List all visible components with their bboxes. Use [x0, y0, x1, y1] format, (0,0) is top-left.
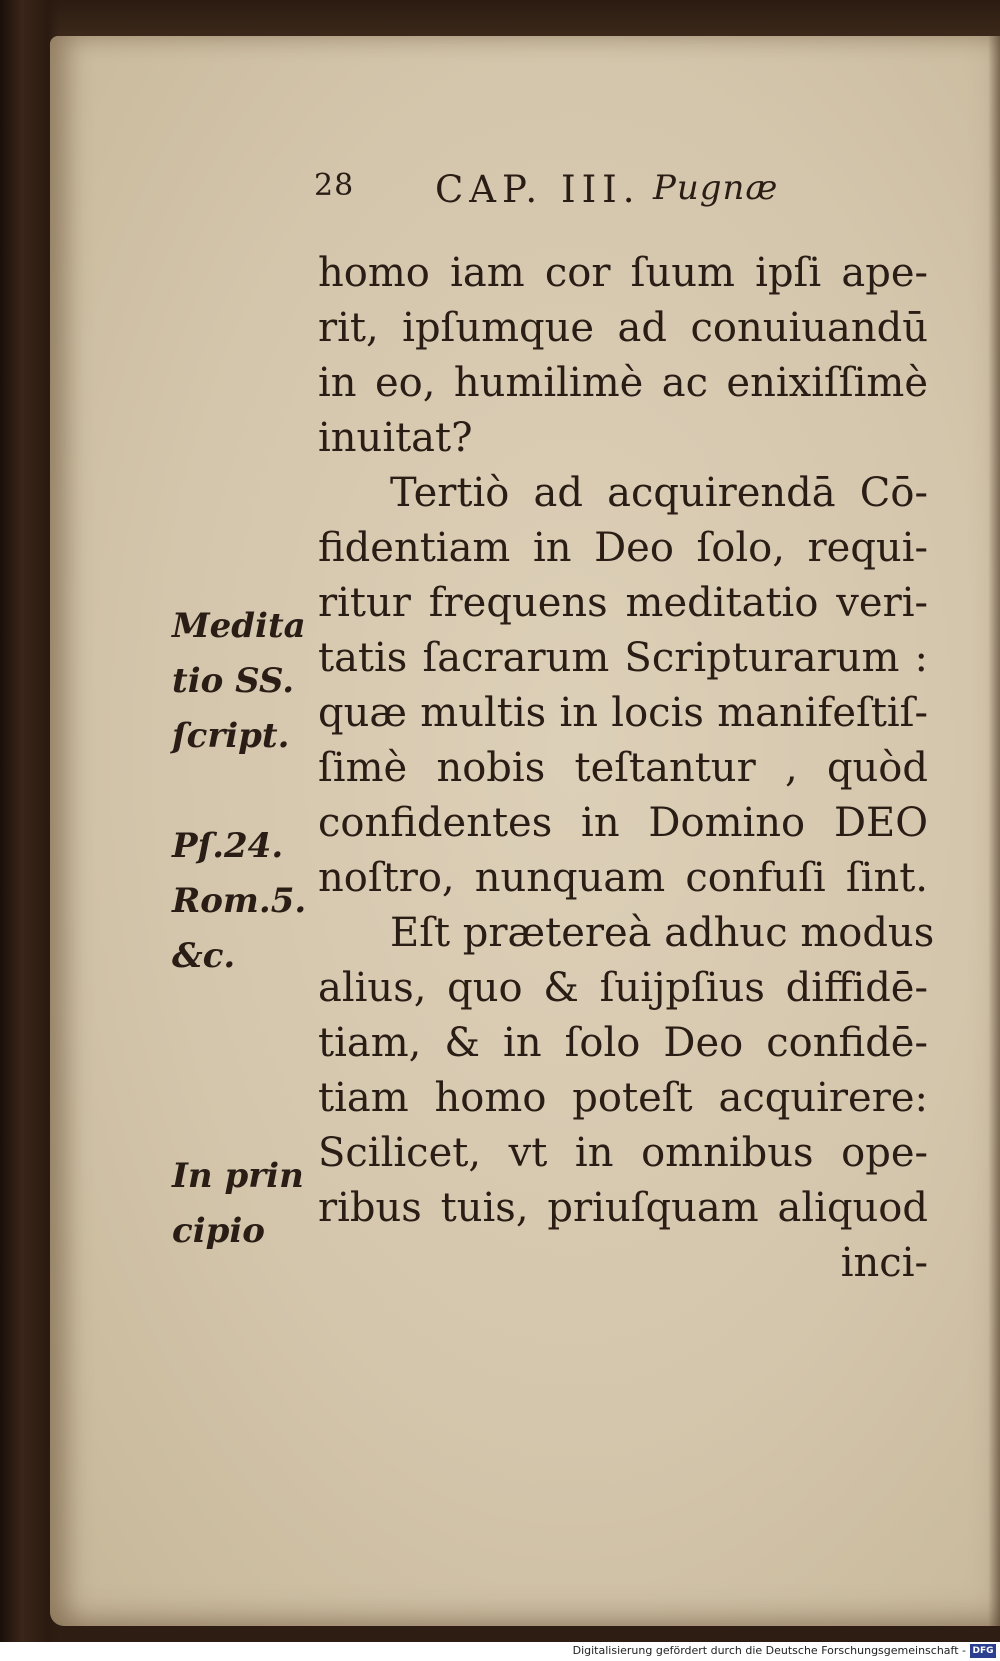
- text-line: noſtro, nunquam confuſi ſint.: [318, 855, 928, 901]
- header-catchword: Pugnæ: [653, 168, 779, 208]
- text-line: fidentiam in Deo ſolo, requi-: [318, 525, 928, 571]
- page-edge-shadow: [988, 36, 1000, 1626]
- margin-note: Medita: [172, 606, 306, 646]
- text-line: ribus tuis, priuſquam aliquod: [318, 1185, 928, 1231]
- catchword-line: inci-: [840, 1240, 928, 1286]
- text-line: tiam, & in ſolo Deo confidē-: [318, 1020, 928, 1066]
- margin-note: &c.: [172, 936, 236, 976]
- text-line: tiam homo poteſt acquirere:: [318, 1075, 928, 1121]
- text-line: homo iam cor ſuum ipſi ape-: [318, 250, 928, 296]
- margin-note: tio SS.: [172, 661, 295, 701]
- text-line: inuitat?: [318, 415, 473, 461]
- dfg-logo: DFG: [970, 1644, 996, 1658]
- text-line: Scilicet, vt in omnibus ope-: [318, 1130, 928, 1176]
- margin-note: ſcript.: [172, 716, 290, 756]
- text-line: ritur frequens meditatio veri-: [318, 580, 928, 626]
- footer-credit: Digitalisierung gefördert durch die Deutsche Forschungsgemeinschaft -: [572, 1644, 966, 1657]
- page-number: 28: [314, 168, 355, 203]
- text-line: quæ multis in locis manifeſtiſ-: [318, 690, 928, 736]
- text-line: ſimè nobis teſtantur , quòd: [318, 745, 928, 791]
- text-line: in eo, humilimè ac enixiſſimè: [318, 360, 928, 406]
- chapter-heading: CAP. III.: [435, 168, 641, 211]
- margin-note: Pſ.24.: [172, 826, 284, 866]
- text-line: Eſt prætereà adhuc modus: [390, 910, 935, 956]
- text-line: alius, quo & ſuijpſius diffidē-: [318, 965, 928, 1011]
- margin-note: cipio: [172, 1211, 265, 1251]
- text-line: rit, ipſumque ad conuiuandū: [318, 305, 928, 351]
- text-line: tatis ſacrarum Scripturarum :: [318, 635, 928, 681]
- text-line: Tertiò ad acquirendā Cō-: [390, 470, 928, 516]
- margin-note: In prin: [172, 1156, 304, 1196]
- running-header: [312, 168, 792, 228]
- text-line: confidentes in Domino DEO: [318, 800, 928, 846]
- margin-note: Rom.5.: [172, 881, 307, 921]
